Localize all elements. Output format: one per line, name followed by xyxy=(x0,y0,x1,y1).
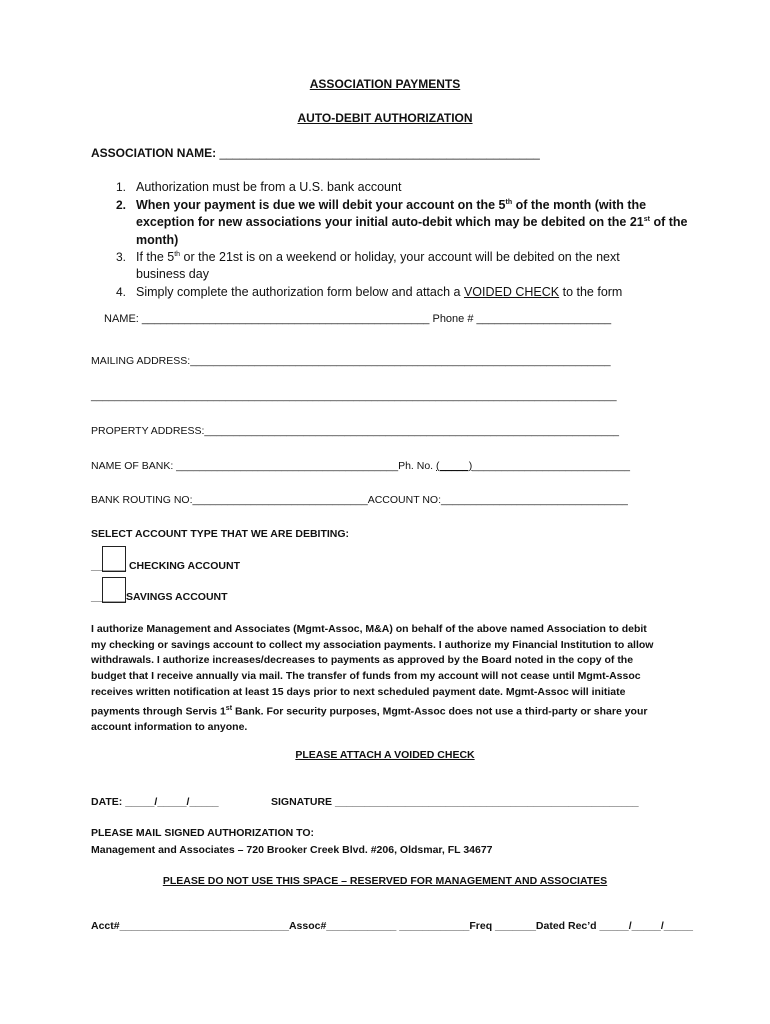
list-item-3: If the 5th or the 21st is on a weekend or holiday, your account will be debited on the next xyxy=(136,250,620,264)
list-item-2-line-3: month) xyxy=(136,233,179,247)
checking-account-label: ______ CHECKING ACCOUNT xyxy=(91,560,240,572)
association-name-label: ASSOCIATION NAME: xyxy=(91,146,217,160)
page-title: ASSOCIATION PAYMENTS xyxy=(309,77,461,91)
list-item-1: Authorization must be from a U.S. bank account xyxy=(136,180,402,194)
authorization-paragraph: I authorize Management and Associates (Mgmt-Assoc, M&A) on behalf of the above named Association to debit my checking or savings account to collect my association payments. I authorize my Financial Institution to allow withdrawals. I authorize increases/decreases to payments as approved by the Board noted in the copy of the budget that I receive annually via mail. The transfer of funds from my account will not cease until Mgmt-Assoc receives written notification at least 15 days prior to next scheduled payment date. Mgmt-Assoc will initiate payments through Servis 1st Bank. For security purposes, Mgmt-Assoc does not use a third-party or share your account information to anyone. xyxy=(91,623,654,733)
attach-voided-check-notice: PLEASE ATTACH A VOIDED CHECK xyxy=(295,749,475,761)
list-item-2: When your payment is due we will debit your account on the 5th of the month (with the xyxy=(136,198,647,212)
account-type-heading: SELECT ACCOUNT TYPE THAT WE ARE DEBITING: xyxy=(91,528,350,540)
signature-field[interactable]: SIGNATURE ____________________________________________________ xyxy=(271,796,639,808)
list-number-2: 2. xyxy=(115,198,126,212)
bank-name-field[interactable]: NAME OF BANK: ______________________________________Ph. No. (_____)___________________________ xyxy=(91,460,630,472)
routing-account-field[interactable]: BANK ROUTING NO:______________________________ACCOUNT NO:________________________________ xyxy=(91,494,628,506)
voided-check-link: VOIDED CHECK xyxy=(463,285,560,299)
page-subtitle: AUTO-DEBIT AUTHORIZATION xyxy=(297,111,473,125)
property-address-field[interactable]: PROPERTY ADDRESS:_______________________________________________________________________ xyxy=(91,425,620,437)
phone-area-code: (_____) xyxy=(436,460,473,472)
list-number-3: 3. xyxy=(115,250,126,264)
list-item-3-line-2: business day xyxy=(136,267,209,281)
list-item-4: Simply complete the authorization form below and attach a VOIDED CHECK to the form xyxy=(136,285,623,299)
mail-address: Management and Associates – 720 Brooker Creek Blvd. #206, Oldsmar, FL 34677 xyxy=(91,844,493,856)
association-name-line: ________________________________________________ xyxy=(219,146,540,160)
association-name-field[interactable] xyxy=(91,146,540,160)
mail-heading: PLEASE MAIL SIGNED AUTHORIZATION TO: xyxy=(91,827,315,839)
reserved-notice: PLEASE DO NOT USE THIS SPACE – RESERVED FOR MANAGEMENT AND ASSOCIATES xyxy=(162,875,608,887)
mailing-address-field[interactable]: MAILING ADDRESS:________________________________________________________________________ xyxy=(91,355,611,367)
name-phone-field[interactable]: NAME: _______________________________________________ Phone # ______________________ xyxy=(104,313,612,325)
list-number-4: 4. xyxy=(115,285,126,299)
date-field[interactable]: DATE: _____/_____/_____ xyxy=(91,796,219,808)
list-item-2-line-2: exception for new associations your initial auto-debit which may be debited on the 21st of the xyxy=(136,215,688,229)
list-number-1: 1. xyxy=(115,180,126,194)
mailing-address-line-2[interactable]: __________________________________________________________________________________________ xyxy=(91,390,617,402)
savings-account-label: ______SAVINGS ACCOUNT xyxy=(91,591,228,603)
office-use-line: Acct#_____________________________Assoc#____________ ____________Freq _______Dated Rec’d _____/_____/_____ xyxy=(91,920,693,932)
